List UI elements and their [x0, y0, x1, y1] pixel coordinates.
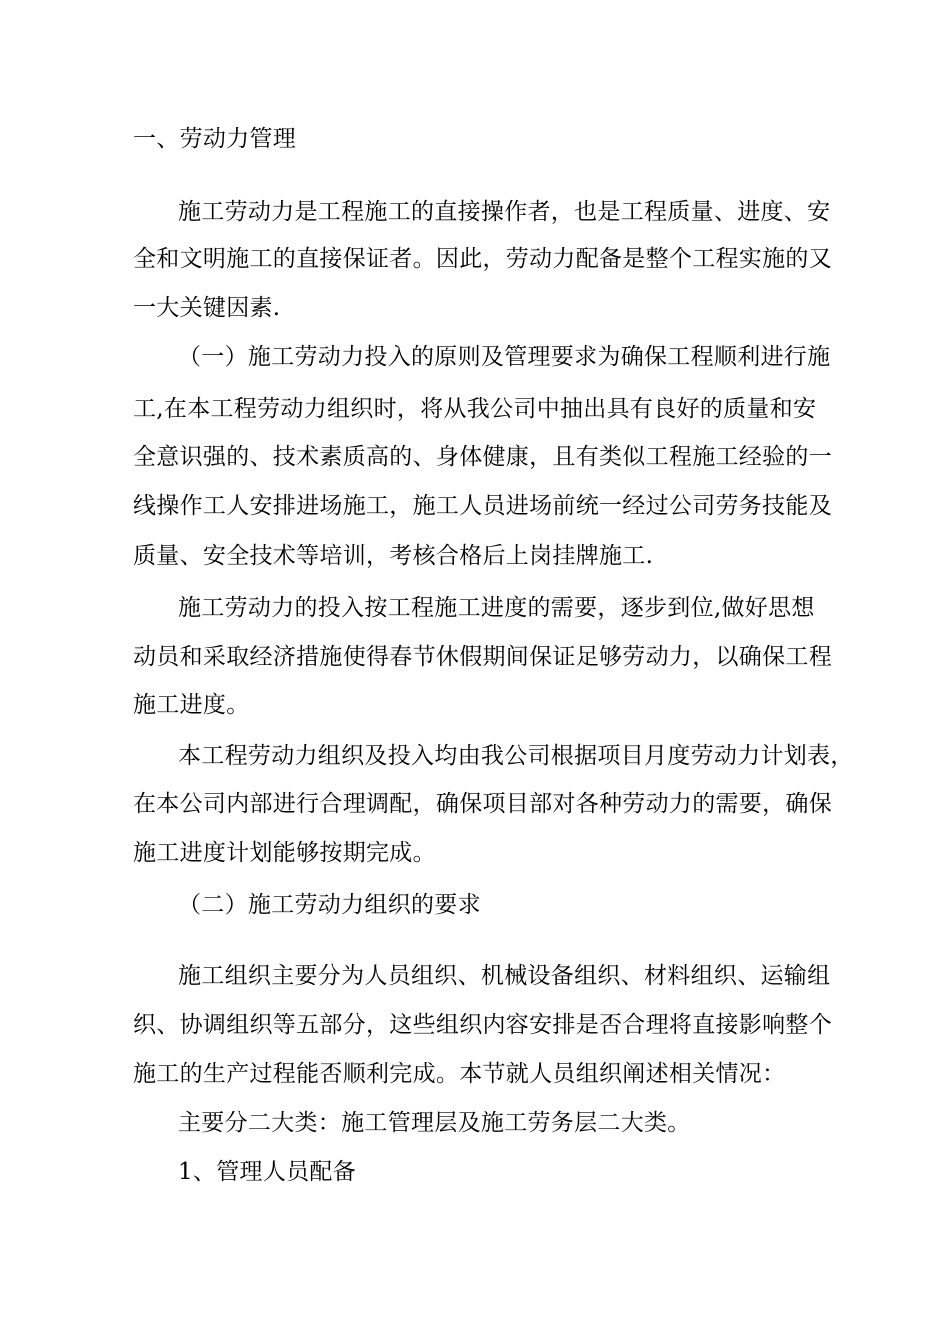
paragraph-line: 全和文明施工的直接保证者。因此，劳动力配备是整个工程实施的又	[133, 246, 832, 272]
paragraph-line: 施工劳动力是工程施工的直接操作者，也是工程质量、进度、安	[178, 199, 831, 225]
section-heading: 一、劳动力管理	[133, 126, 297, 152]
paragraph-line: 一大关键因素.	[133, 295, 281, 321]
paragraph-line: 在本公司内部进行合理调配，确保项目部对各种劳动力的需要，确保	[133, 791, 832, 817]
paragraph-line: 施工的生产过程能否顺利完成。本节就人员组织阐述相关情况：	[133, 1061, 786, 1087]
paragraph-line: 施工进度计划能够按期完成。	[133, 840, 436, 866]
paragraph-line: 施工劳动力的投入按工程施工进度的需要，逐步到位,做好思想	[178, 595, 815, 621]
list-item-heading: 1、管理人员配备	[178, 1159, 357, 1185]
subsection-heading: （二）施工劳动力组织的要求	[178, 892, 481, 918]
paragraph-line: 主要分二大类：施工管理层及施工劳务层二大类。	[178, 1110, 691, 1136]
paragraph-line: 施工进度。	[133, 692, 250, 718]
paragraph-line: 线操作工人安排进场施工，施工人员进场前统一经过公司劳务技能及	[133, 493, 832, 519]
paragraph-line: 全意识强的、技术素质高的、身体健康，且有类似工程施工经验的一	[133, 444, 832, 470]
paragraph-line: 本工程劳动力组织及投入均由我公司根据项目月度劳动力计划表，	[178, 743, 854, 769]
paragraph-line: 工,在本工程劳动力组织时，将从我公司中抽出具有良好的质量和安	[133, 396, 817, 422]
paragraph-line: 动员和采取经济措施使得春节休假期间保证足够劳动力，以确保工程	[133, 644, 832, 670]
paragraph-line: 施工组织主要分为人员组织、机械设备组织、材料组织、运输组	[178, 963, 831, 989]
paragraph-line: 质量、安全技术等培训，考核合格后上岗挂牌施工.	[133, 543, 654, 569]
paragraph-line: （一）施工劳动力投入的原则及管理要求为确保工程顺利进行施	[178, 344, 831, 370]
paragraph-line: 织、协调组织等五部分，这些组织内容安排是否合理将直接影响整个	[133, 1012, 832, 1038]
